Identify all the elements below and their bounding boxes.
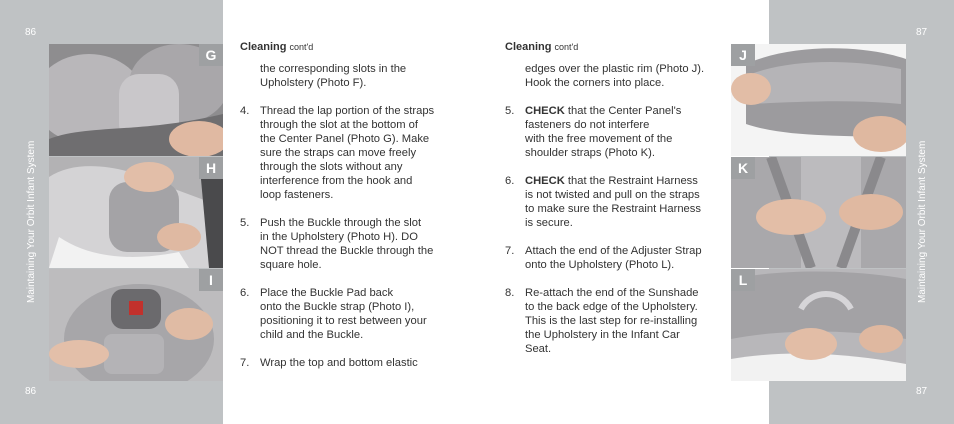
left-text-column [240,40,470,384]
photo-i-label: I [199,269,223,291]
right-text-column [505,40,735,370]
step-number: 6. [505,175,515,187]
right-heading-title: Cleaning [505,41,552,53]
left-intro-text: the corresponding slots in the Upholstery (Photo F). [260,63,407,89]
step-number: 7. [240,357,250,369]
right-step [505,286,735,356]
photo-j-label: J [731,44,755,66]
photo-k-image [731,157,906,268]
left-heading-suffix: cont'd [289,42,314,52]
photo-g-image [49,44,223,156]
step-text [525,104,681,160]
step-number: 6. [240,287,250,299]
step-emphasis: CHECK [525,175,565,187]
page-number-bottom-right: 87 [916,386,928,397]
step-number: 8. [505,287,515,299]
right-step [505,104,735,160]
page-number-top-right: 87 [916,27,928,38]
step-emphasis: CHECK [525,105,565,117]
step-body: that the Restraint Harness is not twisted and pull on the straps to make sure the Restraint Harness is secure. [525,175,701,229]
left-heading-title: Cleaning [240,41,287,53]
photo-l [731,269,906,381]
photo-g-label: G [199,44,223,66]
right-step [505,174,735,230]
side-title-left: Maintaining Your Orbit Infant System [26,140,37,303]
step-number: 7. [505,245,515,257]
right-heading-suffix: cont'd [554,42,579,52]
left-heading [240,40,470,54]
left-step [240,104,470,202]
step-number: 5. [240,217,250,229]
step-text: Re-attach the end of the Sunshade to the back edge of the Upholstery. This is the last step for re-installing the Upholstery in the Infant Car Seat. [525,287,699,355]
step-text [525,174,701,230]
photo-h-label: H [199,157,223,179]
step-body: that the Center Panel's fasteners do not interfere with the free movement of the shoulder straps (Photo K). [525,105,682,159]
photo-j [731,44,906,156]
photo-k [731,157,906,268]
left-step [240,356,470,370]
left-step [240,216,470,272]
photo-l-image [731,269,906,381]
photo-j-image [731,44,906,156]
step-text: Attach the end of the Adjuster Strap onto the Upholstery (Photo L). [525,245,702,271]
step-text: Place the Buckle Pad back onto the Buckle strap (Photo I), positioning it to rest between your child and the Buckle. [260,287,427,341]
step-number: 5. [505,105,515,117]
photo-i-image [49,269,223,381]
photo-i [49,269,223,381]
step-number: 4. [240,105,250,117]
photo-l-label: L [731,269,755,291]
step-text: Wrap the top and bottom elastic [260,357,418,369]
photo-g [49,44,223,156]
right-heading [505,40,735,54]
right-intro-text: edges over the plastic rim (Photo J). Hook the corners into place. [525,63,705,89]
step-text: Thread the lap portion of the straps through the slot at the bottom of the Center Panel (Photo G). Make sure the straps can move freely through the slots without any interference from the hook and loop fasteners. [260,105,435,201]
photo-k-label: K [731,157,755,179]
photo-h [49,157,223,268]
left-step [240,286,470,342]
right-step [505,244,735,272]
photo-h-image [49,157,223,268]
page-number-top-left: 86 [25,27,37,38]
side-title-right: Maintaining Your Orbit Infant System [917,140,928,303]
step-text: Push the Buckle through the slot in the Upholstery (Photo H). DO NOT thread the Buckle through the square hole. [260,217,434,271]
page-number-bottom-left: 86 [25,386,37,397]
